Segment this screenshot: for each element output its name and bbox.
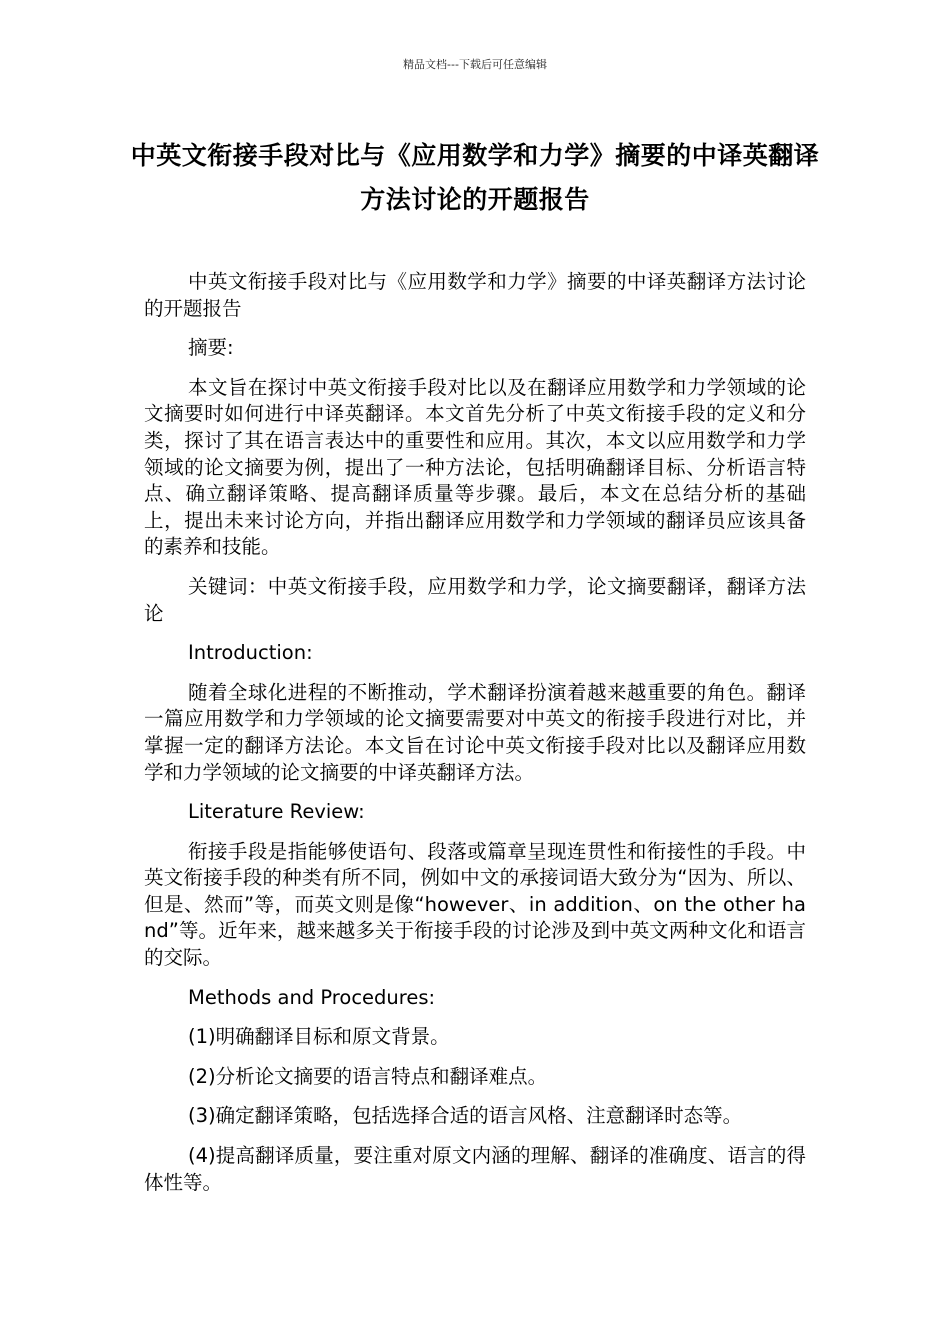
paragraph-method-4: (4)提高翻译质量，要注重对原文内涵的理解、翻译的准确度、语言的得体性等。 — [144, 1144, 806, 1194]
document-title: 中英文衔接手段对比与《应用数学和力学》摘要的中译英翻译方法讨论的开题报告 — [130, 141, 820, 214]
paragraph-abstract-heading: 摘要: — [188, 336, 234, 360]
paragraph-title-repeat: 中英文衔接手段对比与《应用数学和力学》摘要的中译英翻译方法讨论的开题报告 — [144, 270, 806, 320]
header-note: 精品文档---下载后可任意编辑 — [403, 58, 547, 71]
paragraph-method-2: (2)分析论文摘要的语言特点和翻译难点。 — [188, 1064, 548, 1088]
paragraph-abstract: 本文旨在探讨中英文衔接手段对比以及在翻译应用数学和力学领域的论文摘要时如何进行中译英翻译。本文首先分析了中英文衔接手段的定义和分类，探讨了其在语言表达中的重要性和应用。其次，本文以应用数学和力学领域的论文摘要为例，提出了一种方法论，包括明确翻译目标、分析语言特点、确立翻译策略、提高翻译质量等步骤。最后，本文在总结分析的基础上，提出未来讨论方向，并指出翻译应用数学和力学领域的翻译员应该具备的素养和技能。 — [144, 375, 806, 559]
paragraph-literature-heading: Literature Review: — [188, 800, 365, 824]
paragraph-keywords: 关键词：中英文衔接手段，应用数学和力学，论文摘要翻译，翻译方法论 — [144, 574, 806, 625]
paragraph-literature: 衔接手段是指能够使语句、段落或篇章呈现连贯性和衔接性的手段。中英文衔接手段的种类有所不同，例如中文的承接词语大致分为“因为、所以、但是、然而”等，而英文则是像“however、in addition、on the other hand”等。近年来，越来越多关于衔接手段的讨论涉及到中英文两种文化和语言的交际。 — [144, 839, 806, 970]
document-body — [144, 269, 806, 1209]
paragraph-introduction: 随着全球化进程的不断推动，学术翻译扮演着越来越重要的角色。翻译一篇应用数学和力学领域的论文摘要需要对中英文的衔接手段进行对比，并掌握一定的翻译方法论。本文旨在讨论中英文衔接手段对比以及翻译应用数学和力学领域的论文摘要的中译英翻译方法。 — [144, 680, 806, 784]
paragraph-method-3: (3)确定翻译策略，包括选择合适的语言风格、注意翻译时态等。 — [188, 1104, 743, 1128]
paragraph-introduction-heading: Introduction: — [188, 641, 313, 665]
paragraph-methods-heading: Methods and Procedures: — [188, 985, 436, 1009]
paragraph-method-1: (1)明确翻译目标和原文背景。 — [188, 1025, 450, 1049]
